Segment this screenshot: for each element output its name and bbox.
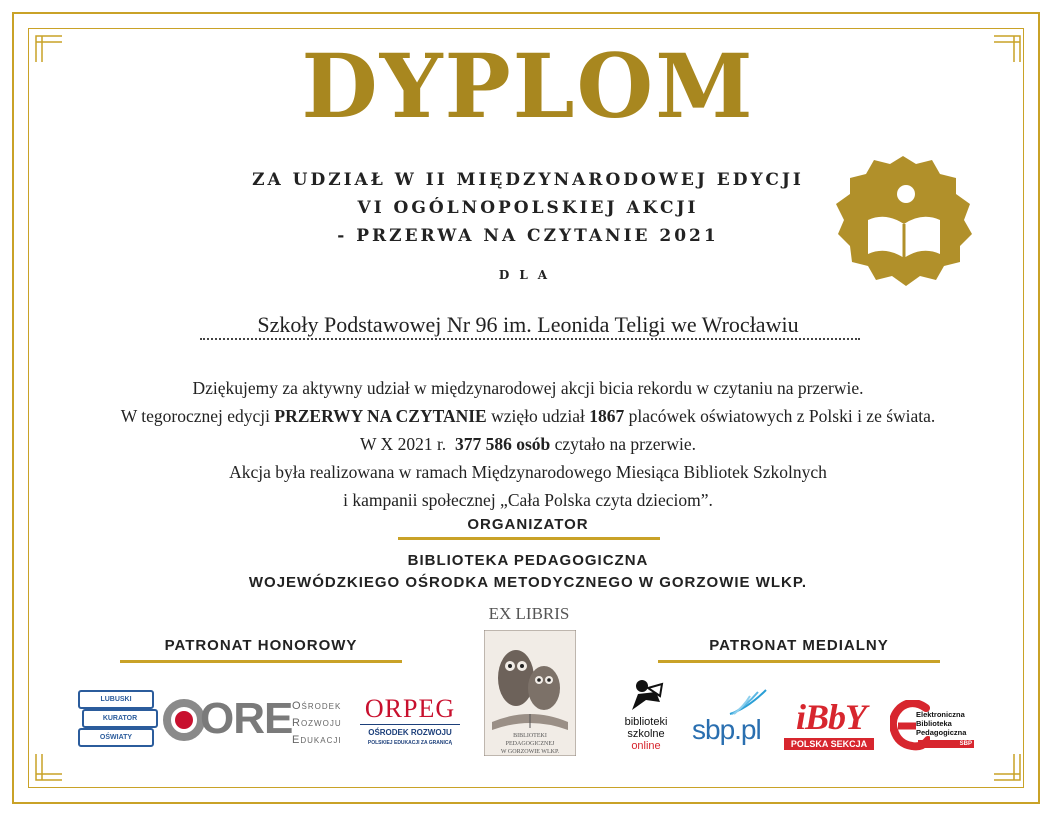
biblioteki-szkolne-online-logo bbox=[614, 678, 678, 760]
corner-ornament-bottom-left bbox=[32, 750, 66, 784]
organizer-name-line-2: WOJEWÓDZKIEGO OŚRODKA METODYCZNEGO W GORZOWIE WLKP. bbox=[248, 574, 808, 591]
ebp-line-2: Biblioteka bbox=[916, 719, 952, 728]
body-line-1: Dziękujemy za aktywny udział w międzynarodowej akcji bicia rekordu w czytaniu na przerwie. bbox=[192, 378, 864, 398]
recipient-dotted-line bbox=[200, 338, 860, 340]
ebp-sbp-logo bbox=[890, 700, 986, 758]
organizer-name-line-1: BIBLIOTEKA PEDAGOGICZNA bbox=[407, 552, 649, 569]
book-seal-icon bbox=[828, 152, 978, 292]
ibby-text: iBbY bbox=[795, 697, 866, 737]
orpeg-logo bbox=[358, 694, 466, 754]
body-line-2-count: 1867 bbox=[589, 406, 625, 426]
orpeg-line-1: OŚRODEK ROZWOJU bbox=[368, 728, 452, 737]
sbp-text: sbp.pl bbox=[692, 714, 761, 745]
body-line-2-post: placówek oświatowych z Polski i ze świata. bbox=[624, 406, 936, 426]
orpeg-line-2: POLSKIEJ EDUKACJI ZA GRANICĄ bbox=[367, 740, 453, 746]
media-patronage-label: PATRONAT MEDIALNY bbox=[709, 637, 889, 654]
body-text bbox=[0, 374, 1056, 514]
ex-libris-caption-3: W GORZOWIE WLKP. bbox=[500, 749, 560, 755]
sbp-pl-logo bbox=[692, 688, 774, 750]
ore-text-line-2: Rozwoju bbox=[292, 717, 342, 729]
body-line-2 bbox=[0, 402, 1056, 430]
bso-line-1: biblioteki bbox=[624, 716, 668, 728]
body-line-3-pre: W X 2021 r. bbox=[359, 434, 455, 454]
organizer-label: ORGANIZATOR bbox=[467, 516, 589, 533]
organizer-divider bbox=[398, 537, 660, 540]
body-line-3-readers: 377 586 osób bbox=[454, 434, 551, 454]
body-line-2-mid: wzięło udział bbox=[486, 406, 590, 426]
ex-libris-title: EX LIBRIS bbox=[488, 604, 570, 623]
ore-text-line-3: Edukacji bbox=[292, 734, 342, 746]
ebp-line-1: Elektroniczna bbox=[916, 710, 965, 719]
kuratorium-line-2: KURATOR bbox=[82, 709, 158, 728]
ibby-subtitle: POLSKA SEKCJA bbox=[784, 738, 874, 750]
ore-text-line-1: Ośrodek bbox=[292, 700, 342, 712]
body-line-2-event: PRZERWY NA CZYTANIE bbox=[274, 406, 487, 426]
body-line-3-post: czytało na przerwie. bbox=[550, 434, 696, 454]
ebp-line-3: Pedagogiczna bbox=[916, 728, 967, 737]
body-line-3 bbox=[0, 430, 1056, 458]
body-line-2-pre: W tegorocznej edycji bbox=[120, 406, 275, 426]
kuratorium-line-1: LUBUSKI bbox=[78, 690, 154, 709]
orpeg-logo-text: ORPEG bbox=[364, 694, 456, 723]
kuratorium-logo bbox=[78, 690, 156, 748]
body-line-4: Akcja była realizowana w ramach Międzynarodowego Miesiąca Bibliotek Szkolnych bbox=[229, 462, 827, 482]
subtitle-line-3: - PRZERWA NA CZYTANIE 2021 bbox=[337, 226, 719, 246]
corner-ornament-bottom-right bbox=[990, 750, 1024, 784]
ex-libris-caption-1: BIBLIOTEKI bbox=[513, 733, 547, 739]
ex-libris-bookplate bbox=[478, 604, 580, 784]
ex-libris-caption-2: PEDAGOGICZNEJ bbox=[505, 741, 555, 747]
for-label: DLA bbox=[498, 268, 558, 282]
orpeg-divider bbox=[360, 724, 460, 725]
ibby-logo bbox=[784, 697, 878, 752]
bso-line-3: online bbox=[631, 740, 661, 752]
ore-logo bbox=[162, 696, 352, 752]
subtitle-line-1: ZA UDZIAŁ W II MIĘDZYNARODOWEJ EDYCJI bbox=[252, 170, 804, 190]
honorary-divider bbox=[120, 660, 402, 663]
recipient-name: Szkoły Podstawowej Nr 96 im. Leonida Teligi we Wrocławiu bbox=[257, 312, 799, 337]
ore-logo-text: ORE bbox=[200, 694, 293, 743]
reader-figure-icon bbox=[628, 678, 664, 714]
diploma-title: DYPLOM bbox=[301, 34, 755, 138]
bso-line-2: szkolne bbox=[627, 728, 665, 740]
organizer-name bbox=[0, 550, 1056, 594]
body-line-5: i kampanii społecznej „Cała Polska czyta dzieciom”. bbox=[343, 490, 713, 510]
ebp-sbp-tag: SBP bbox=[918, 740, 974, 748]
sbp-arcs-icon bbox=[728, 688, 768, 716]
kuratorium-line-3: OŚWIATY bbox=[78, 728, 154, 747]
media-divider bbox=[658, 660, 940, 663]
honorary-patronage-label: PATRONAT HONOROWY bbox=[164, 637, 358, 654]
subtitle-line-2: VI OGÓLNOPOLSKIEJ AKCJI bbox=[357, 198, 699, 218]
